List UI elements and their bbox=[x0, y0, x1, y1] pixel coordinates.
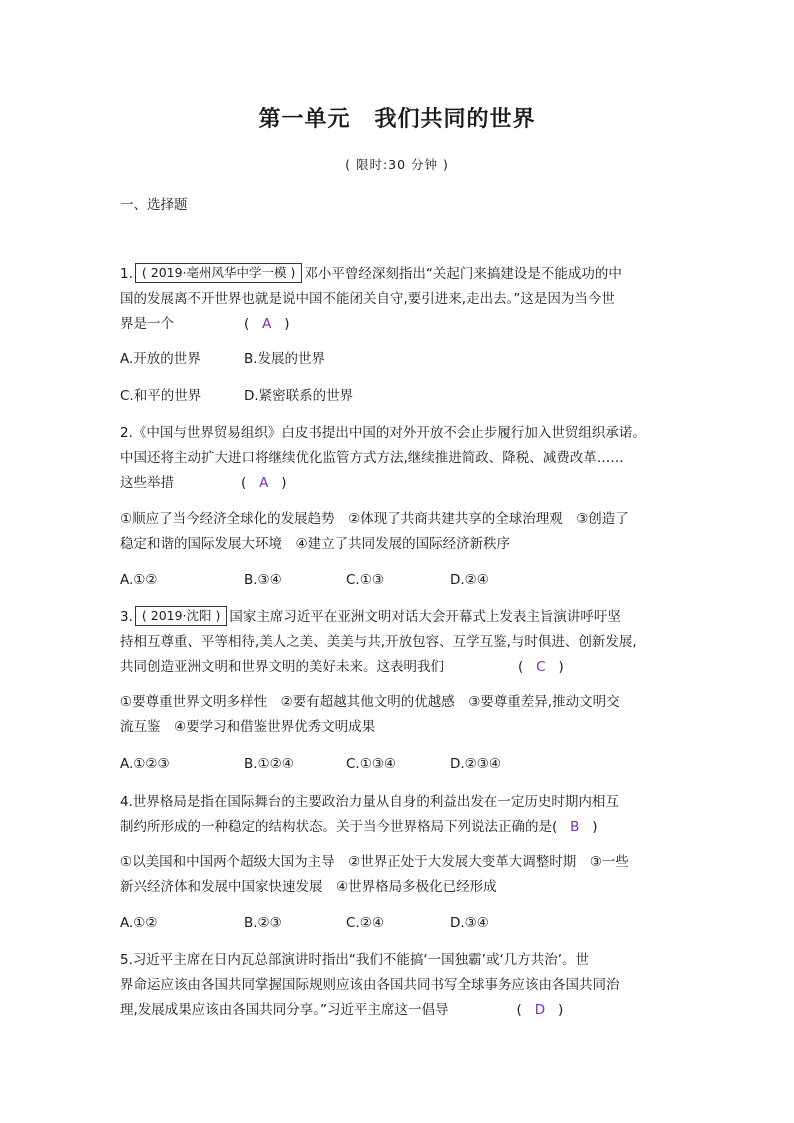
question-1 bbox=[120, 262, 680, 337]
q4-line-1: 4.世界格局是指在国际舞台的主要政治力量从自身的利益出发在一定历史时期内相互 bbox=[120, 794, 619, 810]
time-limit: ( 限时:30 分钟 ) bbox=[345, 157, 449, 172]
q3-line-1 bbox=[120, 605, 680, 630]
q3-option-c[interactable]: C.①③④ bbox=[346, 756, 397, 772]
q1-option-d[interactable]: D.紧密联系的世界 bbox=[244, 388, 354, 404]
q5-line-3: 理,发展成果应该由各国共同分享。”习近平主席这一倡导 ( D ) bbox=[120, 1002, 564, 1018]
q2-option-a[interactable]: A.①② bbox=[120, 572, 158, 588]
q4-option-d[interactable]: D.③④ bbox=[450, 915, 489, 931]
q5-line-2: 界命运应该由各国共同掌握国际规则应该由各国共同书写全球事务应该由各国共同治 bbox=[120, 977, 620, 993]
q5-answer: D bbox=[534, 1002, 546, 1018]
q2-options bbox=[120, 568, 489, 593]
q3-option-d[interactable]: D.②③④ bbox=[450, 756, 501, 772]
q4-option-c[interactable]: C.②④ bbox=[346, 915, 384, 931]
q1-line-1 bbox=[120, 262, 680, 287]
q4-options bbox=[120, 911, 489, 936]
q3-statement-line-2: 流互鉴 ④要学习和借鉴世界优秀文明成果 bbox=[120, 719, 376, 735]
q4-answer: B bbox=[570, 819, 580, 835]
title-topic: 我们共同的世界 bbox=[374, 106, 536, 132]
q2-statement-line-1: ①顺应了当今经济全球化的发展趋势 ②体现了共商共建共享的全球治理观 ③创造了 bbox=[120, 511, 629, 527]
q1-text-3: 界是一个 bbox=[120, 316, 174, 332]
q1-line-2: 国的发展离不开世界也就是说中国不能闭关自守,要引进来,走出去。”这是因为当今世 bbox=[120, 291, 615, 307]
q1-options-row-1 bbox=[120, 347, 325, 372]
q3-statement-line-1: ①要尊重世界文明多样性 ②要有超越其他文明的优越感 ③要尊重差异,推动文明交 bbox=[120, 694, 620, 710]
q3-option-a[interactable]: A.①②③ bbox=[120, 756, 170, 772]
q4-text-2: 制约所形成的一种稳定的结构状态。关于当今世界格局下列说法正确的是 bbox=[120, 819, 552, 835]
question-4 bbox=[120, 790, 680, 840]
q4-statement-line-2: 新兴经济体和发展中国家快速发展 ④世界格局多极化已经形成 bbox=[120, 879, 497, 895]
q1-number: 1. bbox=[120, 266, 133, 282]
section-heading: 一、选择题 bbox=[120, 197, 188, 213]
q2-option-b[interactable]: B.③④ bbox=[244, 572, 282, 588]
q1-source-tag: ( 2019·亳州风华中学一模 ) bbox=[135, 263, 303, 283]
q1-line-3: 界是一个 ( A ) bbox=[120, 316, 290, 332]
q2-text-3: 这些举措 bbox=[120, 475, 174, 491]
q2-line-2: 中国还将主动扩大进口将继续优化监管方式方法,继续推进简政、降税、减费改革…… bbox=[120, 450, 624, 466]
q2-line-3: 这些举措 ( A ) bbox=[120, 475, 287, 491]
q3-statements bbox=[120, 690, 680, 740]
q3-text-1: 国家主席习近平在亚洲文明对话大会开幕式上发表主旨演讲呼吁坚 bbox=[229, 609, 621, 625]
q2-statements bbox=[120, 507, 680, 557]
q1-option-a[interactable]: A.开放的世界 bbox=[120, 351, 201, 367]
q3-option-b[interactable]: B.①②④ bbox=[244, 756, 294, 772]
q1-text-1: 邓小平曾经深刻指出“关起门来搞建设是不能成功的中 bbox=[304, 266, 622, 282]
q1-answer: A bbox=[262, 316, 272, 332]
q2-answer: A bbox=[259, 475, 269, 491]
title-unit: 第一单元 bbox=[258, 106, 351, 132]
q4-statement-line-1: ①以美国和中国两个超级大国为主导 ②世界正处于大发展大变革大调整时期 ③一些 bbox=[120, 854, 629, 870]
q3-options bbox=[120, 752, 501, 777]
question-5 bbox=[120, 948, 680, 1023]
q2-line-1: 2.《中国与世界贸易组织》白皮书提出中国的对外开放不会止步履行加入世贸组织承诺。 bbox=[120, 425, 646, 441]
q3-line-3: 共同创造亚洲文明和世界文明的美好未来。这表明我们 ( C ) bbox=[120, 659, 564, 675]
q5-text-3: 理,发展成果应该由各国共同分享。”习近平主席这一倡导 bbox=[120, 1002, 449, 1018]
q2-statement-line-2: 稳定和谐的国际发展大环境 ④建立了共同发展的国际经济新秩序 bbox=[120, 536, 511, 552]
q3-answer: C bbox=[536, 659, 546, 675]
q1-options-row-2 bbox=[120, 384, 353, 409]
q2-option-d[interactable]: D.②④ bbox=[450, 572, 489, 588]
q1-option-b[interactable]: B.发展的世界 bbox=[244, 351, 326, 367]
question-2 bbox=[120, 421, 680, 496]
q4-option-b[interactable]: B.②③ bbox=[244, 915, 282, 931]
q3-text-3: 共同创造亚洲文明和世界文明的美好未来。这表明我们 bbox=[120, 659, 444, 675]
q2-option-c[interactable]: C.①③ bbox=[346, 572, 384, 588]
q3-source-tag: ( 2019·沈阳 ) bbox=[135, 606, 228, 626]
q4-option-a[interactable]: A.①② bbox=[120, 915, 158, 931]
q5-line-1: 5.习近平主席在日内瓦总部演讲时指出“我们不能搞‘一国独霸’或‘几方共治’。世 bbox=[120, 952, 590, 968]
q3-number: 3. bbox=[120, 609, 133, 625]
q4-line-2: 制约所形成的一种稳定的结构状态。关于当今世界格局下列说法正确的是( B ) bbox=[120, 819, 598, 835]
question-3 bbox=[120, 605, 680, 680]
q3-line-2: 持相互尊重、平等相待,美人之美、美美与共,开放包容、互学互鉴,与时俱进、创新发展, bbox=[120, 634, 637, 650]
page-title bbox=[0, 102, 794, 133]
q4-statements bbox=[120, 850, 680, 900]
q1-option-c[interactable]: C.和平的世界 bbox=[120, 388, 202, 404]
